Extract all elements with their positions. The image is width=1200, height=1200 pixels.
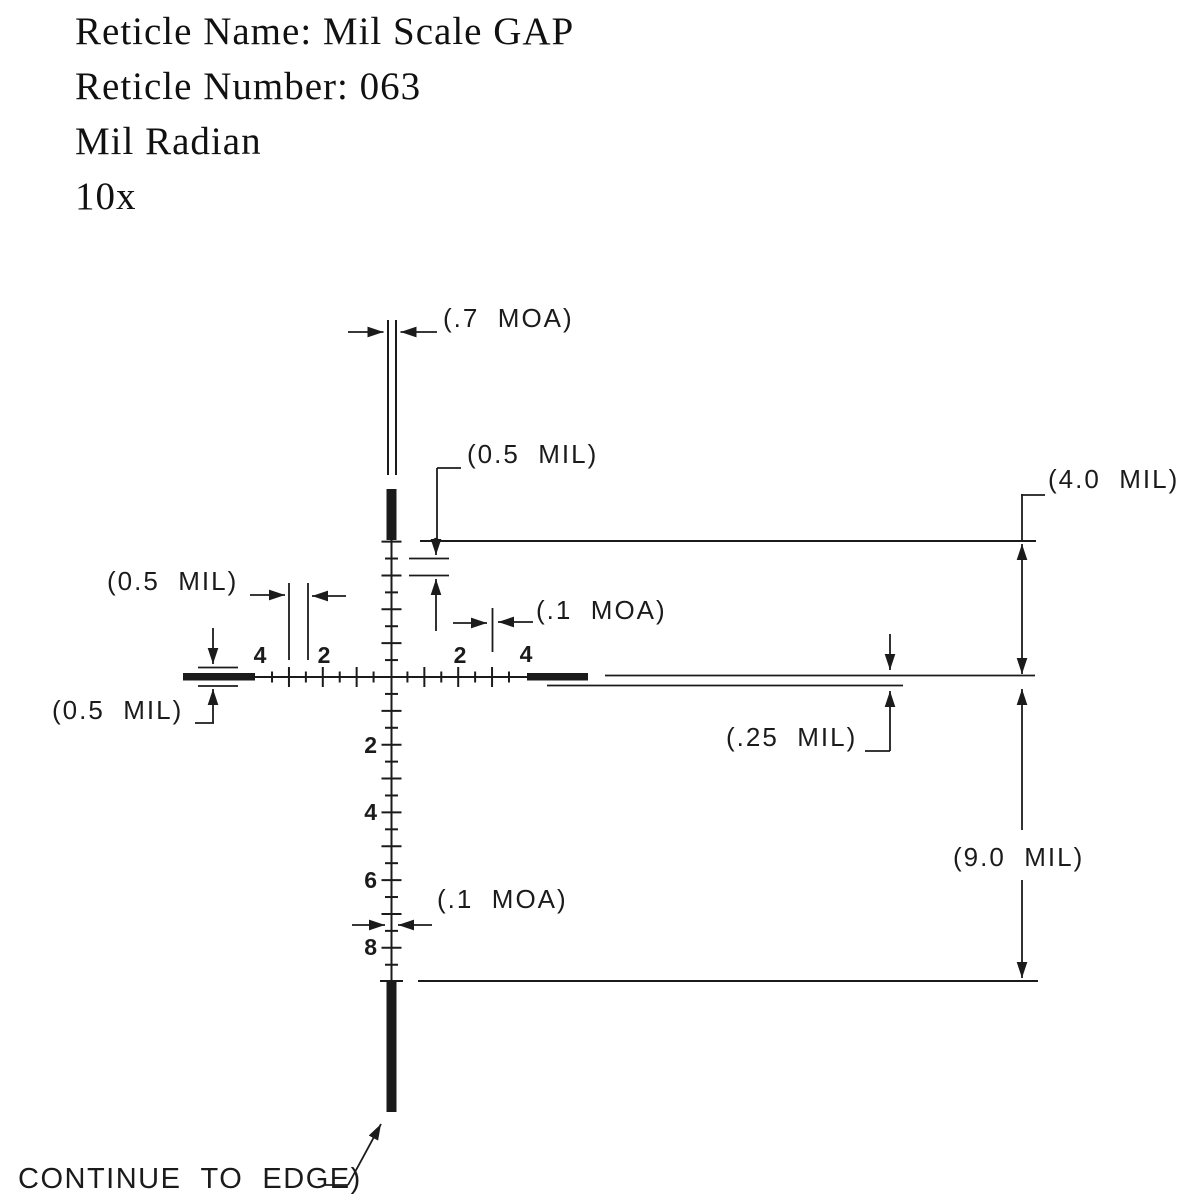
v-number-2: 2 bbox=[364, 732, 377, 758]
dimension-lines bbox=[195, 332, 1045, 1185]
unit-system: Mil Radian bbox=[75, 120, 262, 163]
reticle-name: Reticle Name: Mil Scale GAP bbox=[75, 10, 575, 53]
right-heavy-bar bbox=[527, 673, 588, 681]
bottom-heavy-post bbox=[387, 981, 397, 1112]
top-outlined-line bbox=[388, 320, 396, 475]
label-mil-half-center: (0.5 MIL) bbox=[467, 439, 599, 469]
dim-center-tick-spacing bbox=[409, 468, 461, 631]
label-mil-half-left-bottom: (0.5 MIL) bbox=[52, 695, 184, 725]
drawing-header bbox=[75, 4, 574, 224]
v-number-4: 4 bbox=[364, 799, 377, 825]
label-mil-half-left-top: (0.5 MIL) bbox=[107, 566, 239, 596]
h-number-left-4: 4 bbox=[253, 642, 267, 668]
left-heavy-bar bbox=[183, 673, 255, 681]
label-mil-quarter: (.25 MIL) bbox=[726, 722, 858, 752]
label-mil-nine: (9.0 MIL) bbox=[953, 842, 1085, 872]
annotation-labels bbox=[18, 303, 1179, 1195]
v-number-8: 8 bbox=[364, 934, 377, 960]
reticle-number: Reticle Number: 063 bbox=[75, 65, 422, 108]
label-moa-tick-lower: (.1 MOA) bbox=[437, 884, 568, 914]
magnification: 10x bbox=[75, 175, 137, 218]
label-mil-four: (4.0 MIL) bbox=[1048, 464, 1180, 494]
h-number-right-4: 4 bbox=[519, 641, 533, 667]
dim-four-mil bbox=[420, 494, 1045, 674]
h-number-right-2: 2 bbox=[453, 642, 467, 668]
dim-right-line-thickness bbox=[865, 634, 890, 751]
top-heavy-post bbox=[387, 489, 397, 540]
h-number-left-2: 2 bbox=[317, 642, 331, 668]
label-moa-top: (.7 MOA) bbox=[443, 303, 574, 333]
right-outlined-line bbox=[547, 676, 1035, 686]
label-moa-tick-upper: (.1 MOA) bbox=[536, 595, 667, 625]
reticle-geometry bbox=[183, 320, 1035, 1112]
v-number-6: 6 bbox=[364, 867, 377, 893]
label-continue-edge: CONTINUE TO EDGE) bbox=[18, 1163, 362, 1195]
